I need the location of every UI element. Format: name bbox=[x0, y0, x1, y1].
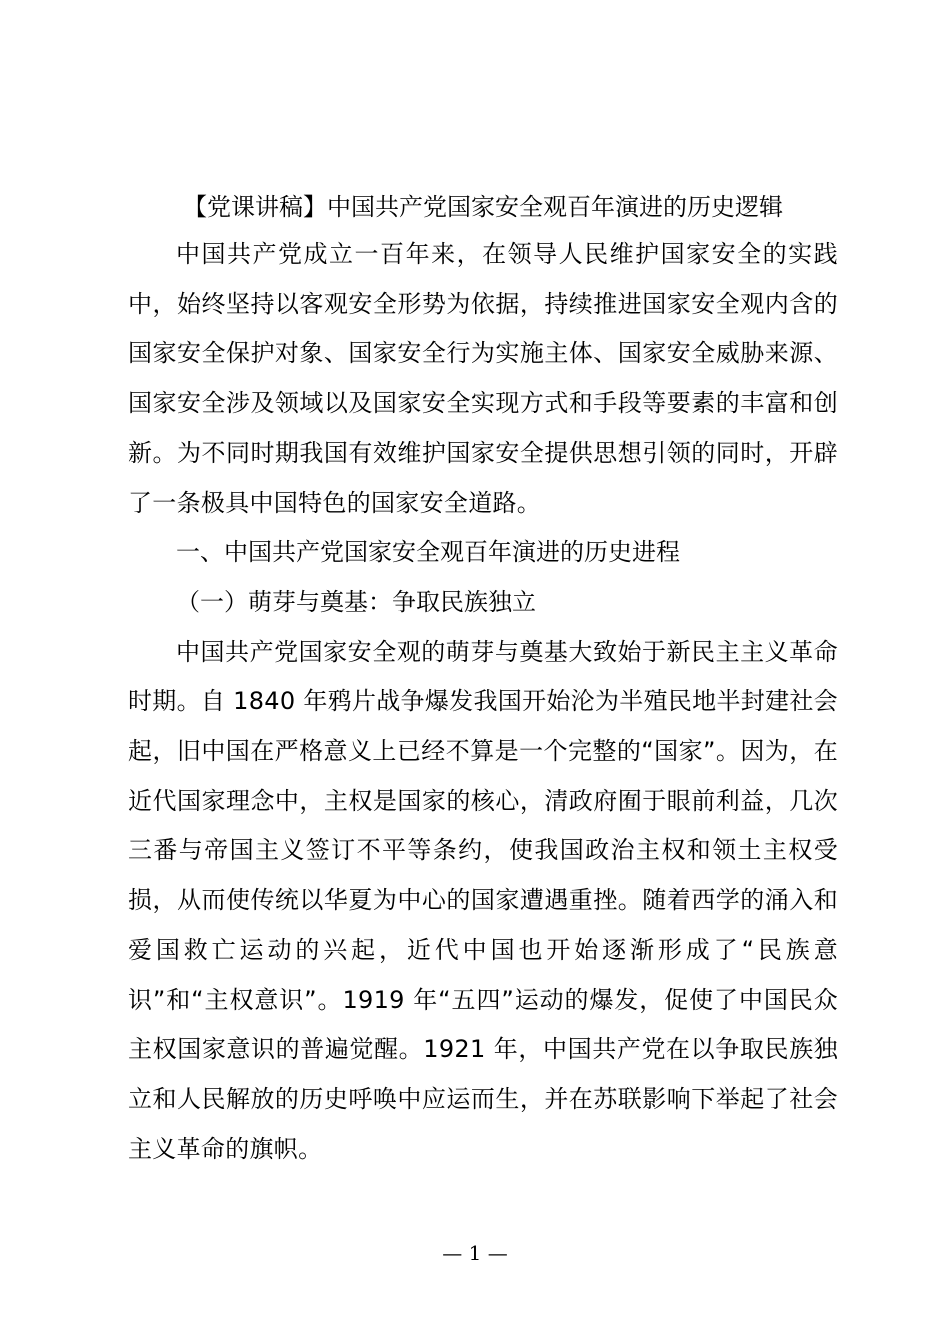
body-paragraph: 中国共产党国家安全观的萌芽与奠基大致始于新民主主义革命时期。自 1840 年鸦片战争爆发我国开始沦为半殖民地半封建社会起，旧中国在严格意义上已经不算是一个完整的“国家”。因为，在近代国家理念中，主权是国家的核心，清政府囿于眼前利益，几次三番与帝国主义签订不平等条约，使我国政治主权和领土主权受损，从而使传统以华夏为中心的国家遭遇重挫。随着西学的涌入和爱国救亡运动的兴起，近代中国也开始逐渐形成了“民族意识”和“主权意识”。1919 年“五四”运动的爆发，促使了中国民众主权国家意识的普遍觉醒。1921 年，中国共产党在以争取民族独立和人民解放的历史呼唤中应运而生，并在苏联影响下举起了社会主义革命的旗帜。 bbox=[128, 637, 838, 1163]
document-title: 【党课讲稿】中国共产党国家安全观百年演进的历史逻辑 bbox=[183, 193, 783, 221]
document-body bbox=[128, 230, 838, 1174]
page-number: — 1 — bbox=[442, 1241, 508, 1265]
intro-paragraph: 中国共产党成立一百年来，在领导人民维护国家安全的实践中，始终坚持以客观安全形势为依据，持续推进国家安全观内含的国家安全保护对象、国家安全行为实施主体、国家安全威胁来源、国家安全涉及领域以及国家安全实现方式和手段等要素的丰富和创新。为不同时期我国有效维护国家安全提供思想引领的同时，开辟了一条极具中国特色的国家安全道路。 bbox=[128, 240, 838, 517]
subsection-heading: （一）萌芽与奠基：争取民族独立 bbox=[176, 587, 536, 616]
section-heading: 一、中国共产党国家安全观百年演进的历史进程 bbox=[176, 538, 680, 567]
